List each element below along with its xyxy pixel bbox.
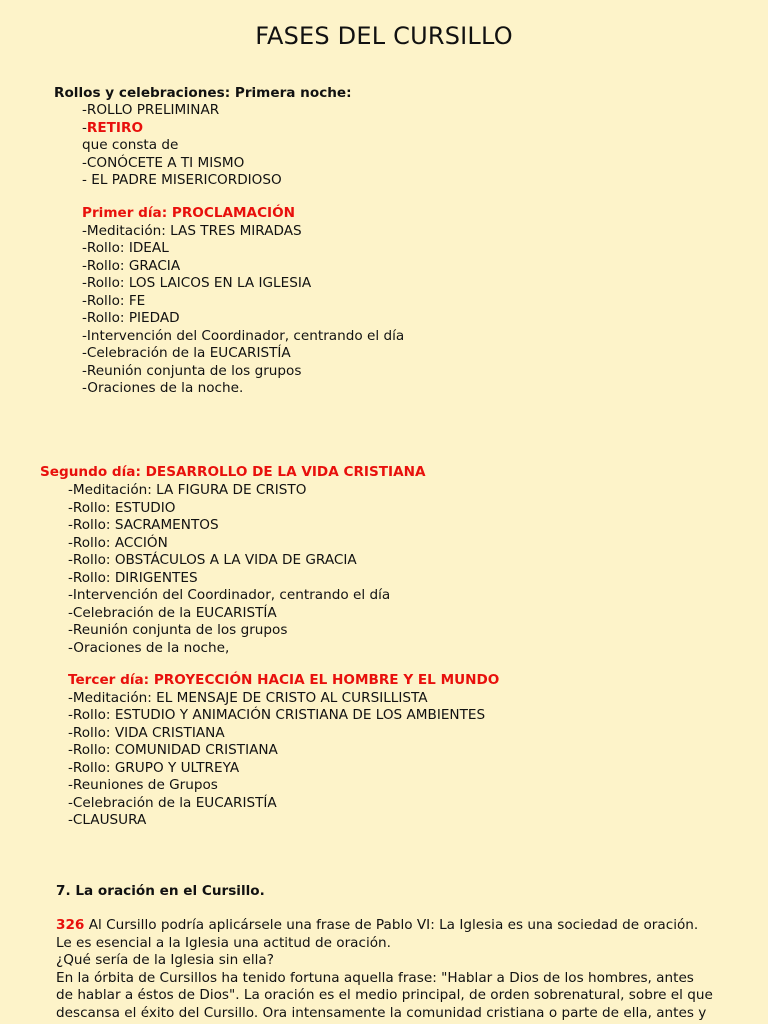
list-item: -Rollo: ESTUDIO — [68, 499, 176, 516]
list-item: -Rollo: GRUPO Y ULTREYA — [68, 759, 240, 776]
section-7-heading-block — [56, 883, 265, 901]
list-item: -CONÓCETE A TI MISMO — [82, 154, 245, 171]
segundo-dia-heading: Segundo día: DESARROLLO DE LA VIDA CRISTIANA — [40, 464, 426, 480]
primera-noche-list — [82, 102, 282, 190]
tercer-dia-heading: Tercer día: PROYECCIÓN HACIA EL HOMBRE Y EL MUNDO — [68, 672, 500, 688]
list-item: - EL PADRE MISERICORDIOSO — [82, 172, 282, 188]
page-title: FASES DEL CURSILLO — [255, 22, 513, 50]
primer-dia-section — [82, 205, 404, 398]
tercer-dia-section — [68, 672, 499, 830]
list-item: -Celebración de la EUCARISTÍA — [82, 345, 291, 361]
list-item: -Reunión conjunta de los grupos — [82, 362, 302, 379]
paragraph-line: descansa el éxito del Cursillo. Ora intensamente la comunidad cristiana o parte de ella, antes y — [56, 1004, 707, 1021]
list-item: -Intervención del Coordinador, centrando el día — [68, 587, 391, 603]
retiro-dash: - — [82, 119, 87, 136]
list-item: -Reunión conjunta de los grupos — [68, 622, 288, 638]
list-item: -CLAUSURA — [68, 812, 147, 828]
paragraph-line: de hablar a éstos de Dios". La oración es el medio principal, de orden sobrenatural, sobre el que — [56, 987, 713, 1003]
list-item: -Rollo: SACRAMENTOS — [68, 517, 219, 533]
retiro-label: RETIRO — [86, 119, 144, 136]
retiro-line — [82, 120, 282, 138]
list-item: -Rollo: ACCIÓN — [68, 534, 168, 551]
primer-dia-heading: Primer día: PROCLAMACIÓN — [82, 205, 296, 221]
segundo-dia-heading-block — [40, 464, 426, 482]
paragraph-line: Le es esencial a la Iglesia una actitud de oración. — [56, 934, 391, 951]
list-item: -Rollo: OBSTÁCULOS A LA VIDA DE GRACIA — [68, 552, 357, 568]
list-item: que consta de — [82, 137, 179, 153]
list-item: -Oraciones de la noche. — [82, 380, 244, 396]
list-item: -Rollo: COMUNIDAD CRISTIANA — [68, 742, 278, 758]
paragraph-line: En la órbita de Cursillos ha tenido fortuna aquella frase: "Hablar a Dios de los hombres, antes — [56, 969, 694, 986]
list-item: -Rollo: IDEAL — [82, 240, 169, 256]
list-item: -Celebración de la EUCARISTÍA — [68, 794, 277, 811]
list-item: -Celebración de la EUCARISTÍA — [68, 604, 277, 621]
list-item: -Rollo: ESTUDIO Y ANIMACIÓN CRISTIANA DE LOS AMBIENTES — [68, 707, 486, 723]
primera-noche-section — [54, 85, 352, 103]
list-item: -ROLLO PRELIMINAR — [82, 102, 220, 118]
list-item: -Rollo: GRACIA — [82, 257, 181, 274]
segundo-dia-list — [68, 482, 390, 657]
paragraph-line: ¿Qué sería de la Iglesia sin ella? — [56, 952, 274, 968]
list-item: -Rollo: LOS LAICOS EN LA IGLESIA — [82, 275, 312, 291]
list-item: -Rollo: FE — [82, 292, 146, 309]
list-item: -Intervención del Coordinador, centrando el día — [82, 327, 405, 344]
list-item: -Meditación: LA FIGURA DE CRISTO — [68, 482, 307, 498]
list-item: -Meditación: EL MENSAJE DE CRISTO AL CURSILLISTA — [68, 689, 428, 706]
list-item: -Reuniones de Grupos — [68, 777, 218, 793]
section-7-paragraph — [56, 917, 756, 1022]
list-item: -Rollo: VIDA CRISTIANA — [68, 724, 225, 741]
paragraph-first-line: Al Cursillo podría aplicársele una frase de Pablo VI: La Iglesia es una sociedad de oración. — [84, 917, 699, 933]
list-item: -Oraciones de la noche, — [68, 639, 230, 656]
paragraph-line — [56, 917, 756, 935]
paragraph-number: 326 — [56, 917, 85, 933]
primera-noche-heading: Rollos y celebraciones: Primera noche: — [54, 85, 352, 101]
list-item: -Rollo: PIEDAD — [82, 310, 180, 326]
list-item: -Rollo: DIRIGENTES — [68, 569, 198, 586]
section-7-heading: 7. La oración en el Cursillo. — [56, 883, 265, 899]
list-item: -Meditación: LAS TRES MIRADAS — [82, 222, 302, 239]
